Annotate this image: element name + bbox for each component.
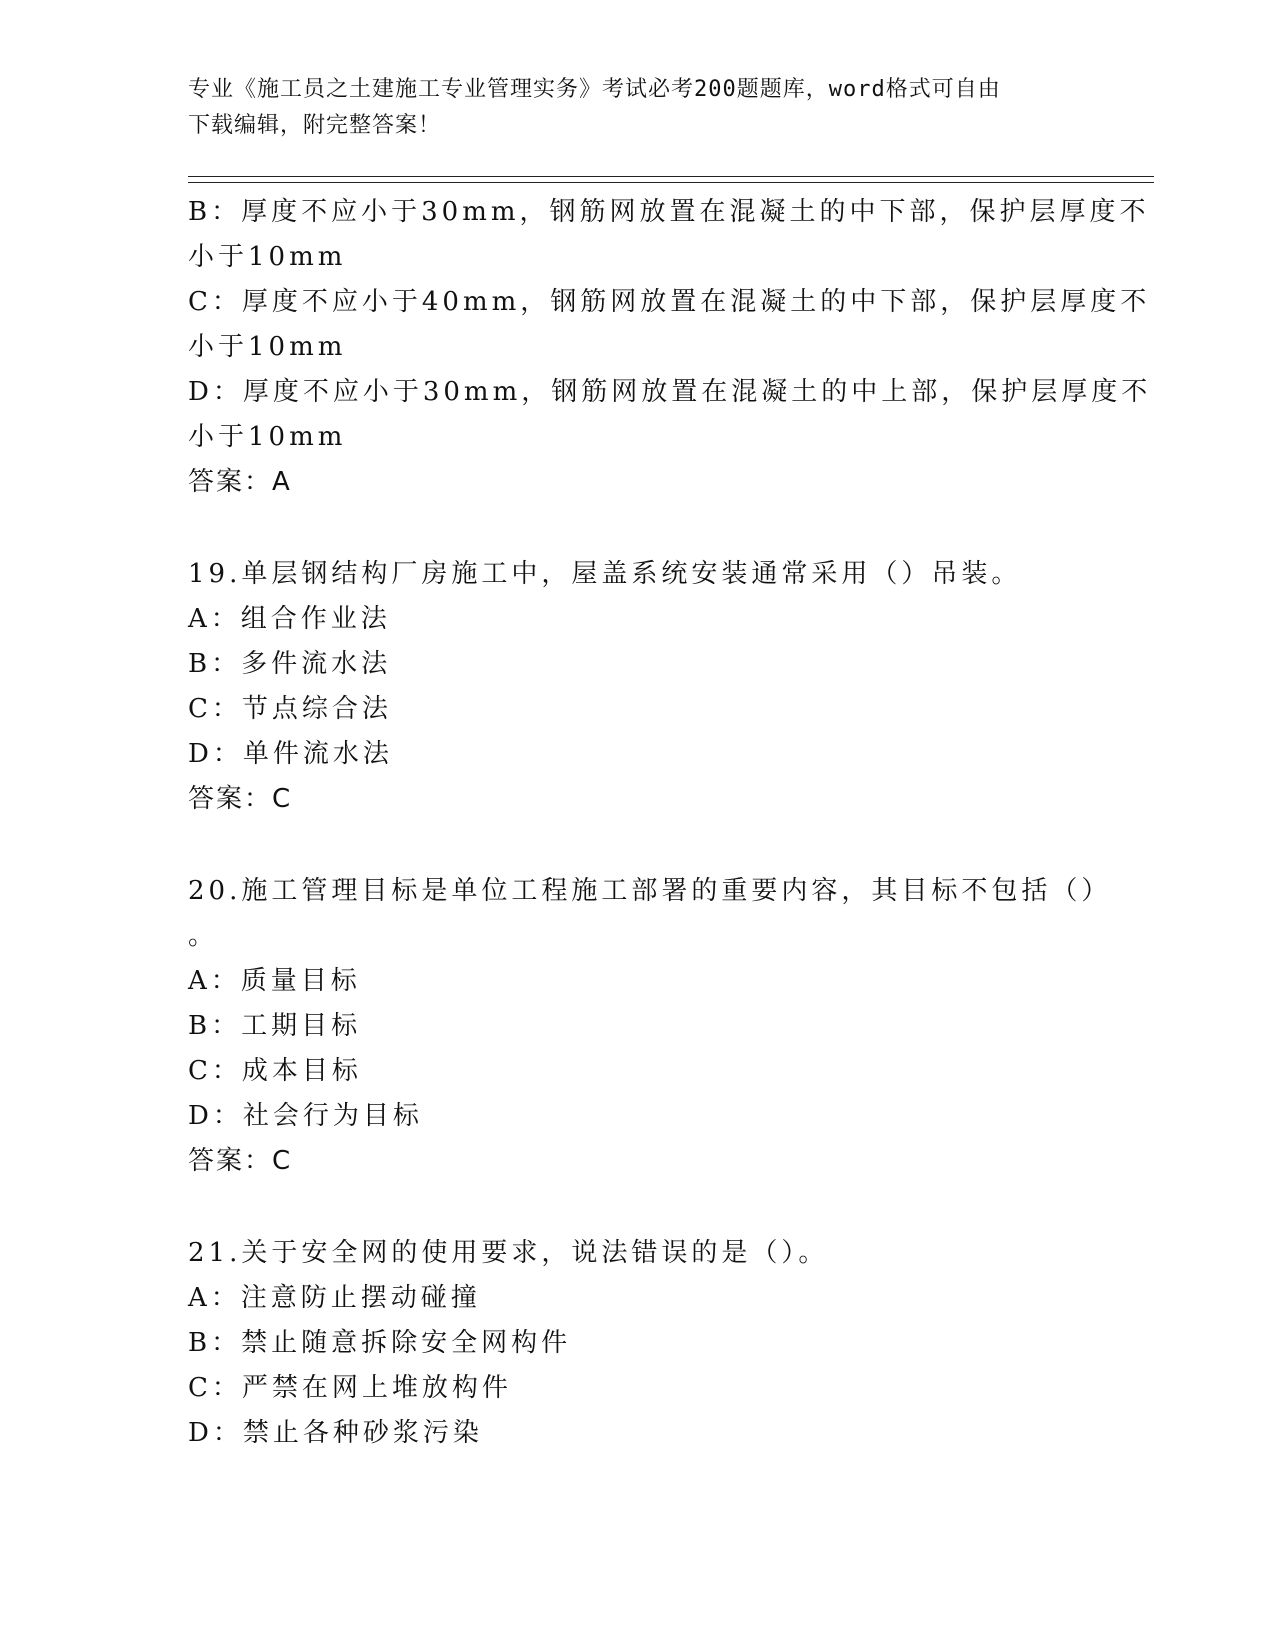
question-stem: 19.单层钢结构厂房施工中，屋盖系统安装通常采用（）吊装。: [188, 559, 1022, 589]
option-a: A：组合作业法: [188, 604, 391, 634]
option-b-line-2: 小于10mm: [188, 242, 347, 272]
header-divider-bottom: [188, 182, 1154, 183]
header-line-2: 下载编辑，附完整答案！: [188, 113, 442, 138]
option-c-line-2: 小于10mm: [188, 332, 347, 362]
header-line-1: 专业《施工员之土建施工专业管理实务》考试必考200题题库，word格式可自由: [188, 77, 1001, 102]
document-body: [188, 190, 1152, 1456]
spacer: [188, 505, 1088, 552]
answer-line: 答案：A: [188, 467, 292, 497]
question-block-prev: [188, 190, 1152, 505]
spacer: [188, 822, 1088, 869]
answer-line: 答案：C: [188, 784, 293, 814]
option-b: B：多件流水法: [188, 649, 392, 679]
option-d-line-1: D：厚度不应小于30mm，钢筋网放置在混凝土的中上部，保护层厚度不: [188, 377, 1152, 407]
option-a: A：注意防止摆动碰撞: [188, 1283, 481, 1313]
header-divider-top: [188, 176, 1154, 177]
option-d: D：禁止各种砂浆污染: [188, 1418, 483, 1448]
question-stem: 21.关于安全网的使用要求，说法错误的是（）。: [188, 1238, 829, 1268]
option-d: D：单件流水法: [188, 739, 393, 769]
question-stem-line-1: 20.施工管理目标是单位工程施工部署的重要内容，其目标不包括（）: [188, 876, 1112, 906]
question-stem-line-2: 。: [188, 921, 219, 951]
document-header: [188, 72, 1068, 144]
spacer: [188, 1184, 1088, 1231]
option-d-line-2: 小于10mm: [188, 422, 347, 452]
option-a: A：质量目标: [188, 966, 361, 996]
option-b: B：禁止随意拆除安全网构件: [188, 1328, 572, 1358]
question-block-19: [188, 552, 1088, 822]
option-b: B：工期目标: [188, 1011, 362, 1041]
option-d: D：社会行为目标: [188, 1101, 423, 1131]
option-c: C：成本目标: [188, 1056, 362, 1086]
answer-line: 答案：C: [188, 1146, 293, 1176]
option-c: C：节点综合法: [188, 694, 392, 724]
option-c-line-1: C：厚度不应小于40mm，钢筋网放置在混凝土的中下部，保护层厚度不: [188, 287, 1151, 317]
option-c: C：严禁在网上堆放构件: [188, 1373, 512, 1403]
question-block-20: [188, 869, 1112, 1184]
question-block-21: [188, 1231, 1088, 1456]
option-b-line-1: B：厚度不应小于30mm，钢筋网放置在混凝土的中下部，保护层厚度不: [188, 197, 1150, 227]
